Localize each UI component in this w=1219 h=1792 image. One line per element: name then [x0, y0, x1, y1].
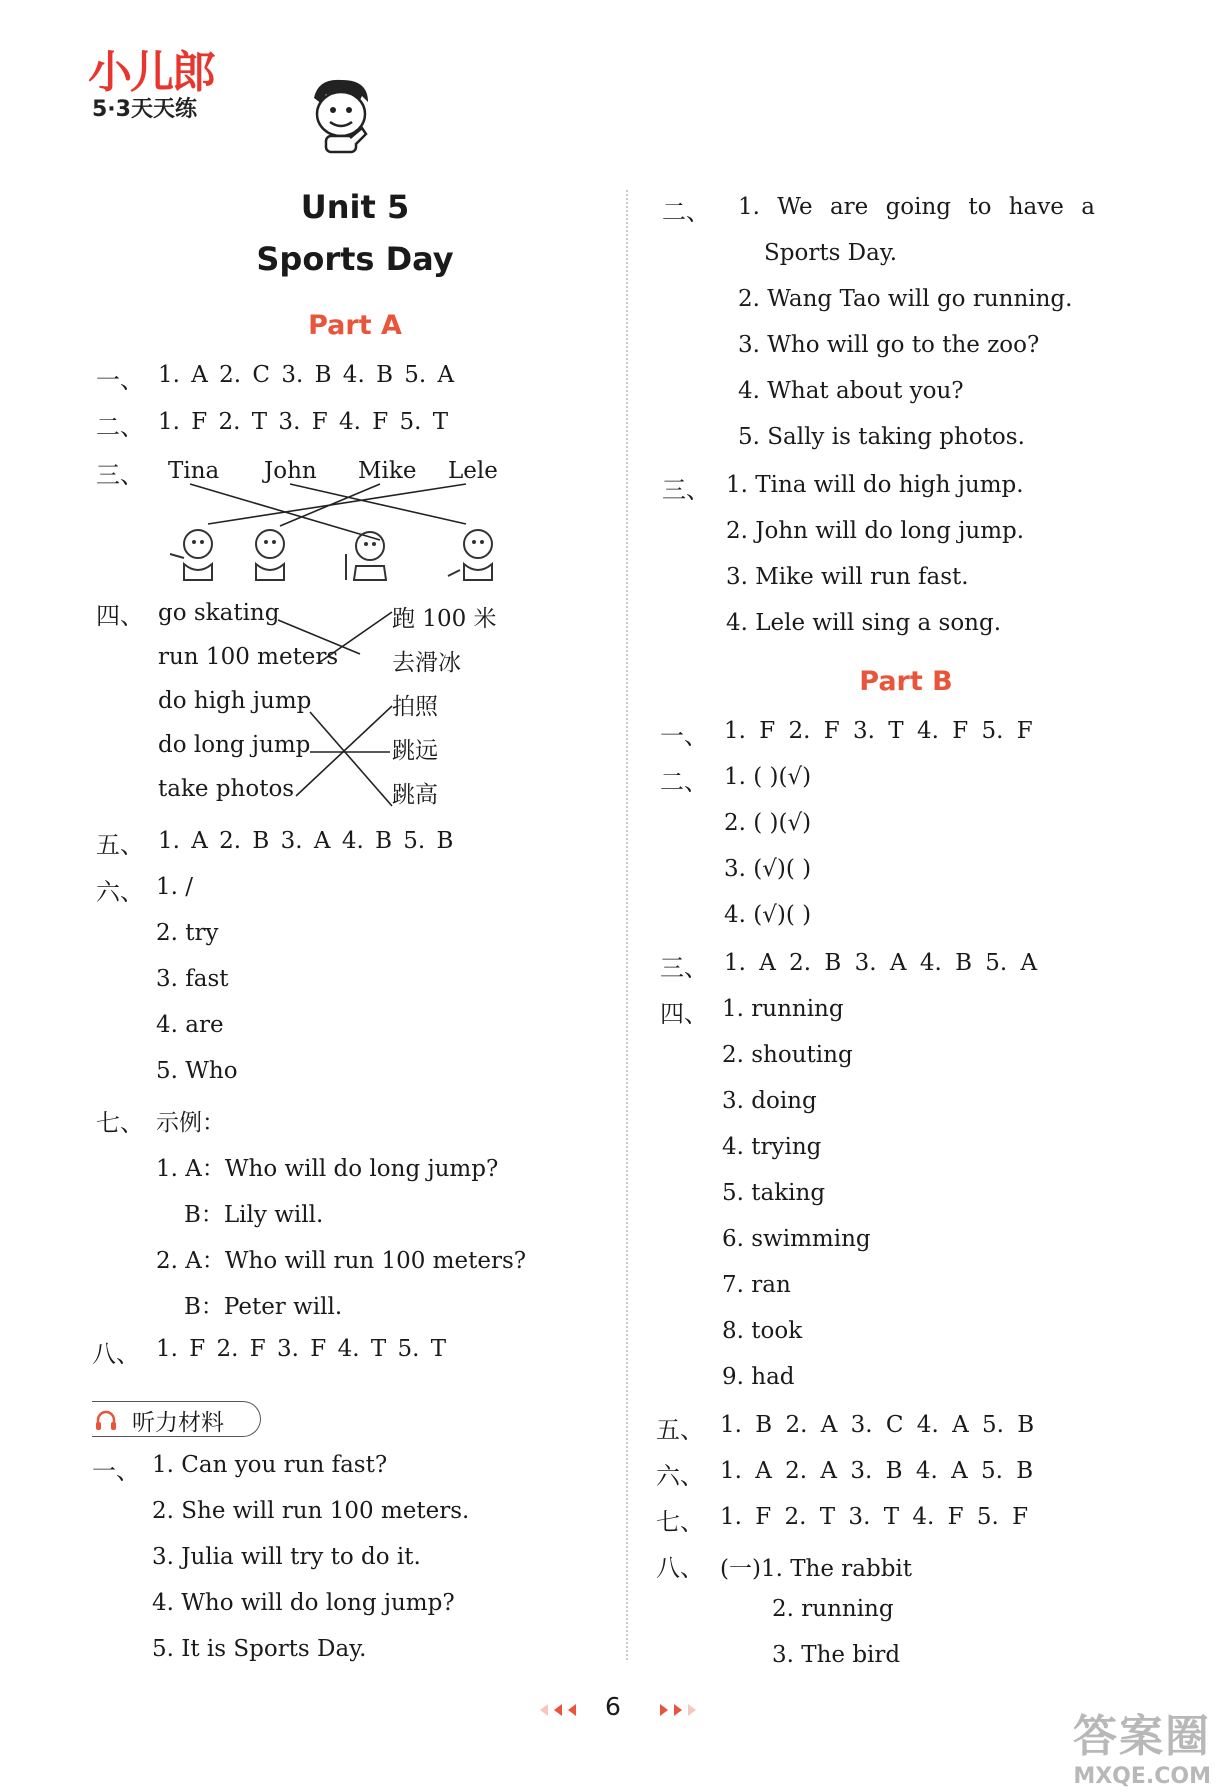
- r-section-2-item-4: 4. What about you?: [738, 378, 964, 404]
- section-7-intro: 示例：: [156, 1110, 225, 1136]
- section-2-number: 二、: [96, 413, 144, 441]
- activity-en-1: go skating: [158, 600, 280, 626]
- r-section-3-number: 三、: [662, 476, 710, 504]
- b-section-7-number: 七、: [656, 1508, 704, 1536]
- column-divider: [626, 190, 628, 1660]
- b-section-8-number: 八、: [656, 1554, 704, 1582]
- name-lele: Lele: [448, 458, 498, 484]
- next-arrows-icon: [656, 1700, 716, 1720]
- page-number: 6: [605, 1692, 621, 1721]
- b-section-4-item-8: 8. took: [722, 1318, 803, 1344]
- listening-item-5: 5. It is Sports Day.: [152, 1636, 367, 1662]
- dialogue-1-a: 1. A：Who will do long jump?: [156, 1156, 499, 1182]
- watermark: [1073, 1700, 1211, 1789]
- section-5-answers: 1. A 2. B 3. A 4. B 5. B: [158, 828, 454, 854]
- b-section-8-item-2: 2. running: [772, 1596, 894, 1622]
- b-section-4-item-7: 7. ran: [722, 1272, 791, 1298]
- section-6-item-1: 1. /: [156, 874, 194, 900]
- section-8-answers: 1. F 2. F 3. F 4. T 5. T: [156, 1336, 447, 1362]
- listening-item-2: 2. She will run 100 meters.: [152, 1498, 470, 1524]
- b-section-4-item-1: 1. running: [722, 996, 844, 1022]
- r-section-3-item-4: 4. Lele will sing a song.: [726, 610, 1002, 636]
- b-section-4-item-3: 3. doing: [722, 1088, 817, 1114]
- children-pictures: [160, 524, 500, 582]
- r-section-3-item-2: 2. John will do long jump.: [726, 518, 1025, 544]
- name-tina: Tina: [168, 458, 220, 484]
- b-section-2-item-4: 4. (√)( ): [724, 902, 812, 928]
- b-section-4-item-6: 6. swimming: [722, 1226, 871, 1252]
- dialogue-2-b: B：Peter will.: [184, 1294, 343, 1320]
- name-john: John: [264, 458, 317, 484]
- unit-subtitle: Sports Day: [256, 240, 454, 278]
- activity-en-2: run 100 meters: [158, 644, 339, 670]
- listening-item-4: 4. Who will do long jump?: [152, 1590, 455, 1616]
- r-section-2-item-1b: Sports Day.: [764, 240, 898, 266]
- activity-cn-5: 跳高: [392, 782, 438, 808]
- listening-label: 听力材料: [132, 1410, 224, 1436]
- activity-en-5: take photos: [158, 776, 295, 802]
- b-section-3-answers: 1. A 2. B 3. A 4. B 5. A: [724, 950, 1038, 976]
- b-section-5-answers: 1. B 2. A 3. C 4. A 5. B: [720, 1412, 1035, 1438]
- activity-cn-1: 跑 100 米: [392, 606, 497, 632]
- section-8-number: 八、: [92, 1340, 140, 1368]
- section-1-number: 一、: [96, 366, 144, 394]
- b-section-6-answers: 1. A 2. A 3. B 4. A 5. B: [720, 1458, 1034, 1484]
- b-section-4-item-9: 9. had: [722, 1364, 795, 1390]
- b-section-6-number: 六、: [656, 1462, 704, 1490]
- b-section-3-number: 三、: [660, 954, 708, 982]
- activity-cn-2: 去滑冰: [392, 650, 461, 676]
- headphones-icon: [94, 1408, 118, 1432]
- b-section-4-number: 四、: [660, 1000, 708, 1028]
- section-6-item-5: 5. Who: [156, 1058, 238, 1084]
- b-section-2-item-1: 1. ( )(√): [724, 764, 812, 790]
- prev-arrows-icon: [520, 1700, 580, 1720]
- activity-en-3: do high jump: [158, 688, 312, 714]
- dialogue-2-a: 2. A：Who will run 100 meters?: [156, 1248, 527, 1274]
- r-section-3-item-3: 3. Mike will run fast.: [726, 564, 969, 590]
- section-6-number: 六、: [96, 878, 144, 906]
- b-section-4-item-5: 5. taking: [722, 1180, 826, 1206]
- activity-cn-3: 拍照: [392, 694, 438, 720]
- part-b-heading: Part B: [859, 666, 953, 697]
- b-section-2-number: 二、: [660, 768, 708, 796]
- listening-tag: [92, 1401, 261, 1437]
- section-1-answers: 1. A 2. C 3. B 4. B 5. A: [158, 362, 455, 388]
- b-section-7-answers: 1. F 2. T 3. T 4. F 5. F: [720, 1504, 1029, 1530]
- name-mike: Mike: [358, 458, 417, 484]
- activity-cn-4: 跳远: [392, 738, 438, 764]
- b-section-1-number: 一、: [660, 722, 708, 750]
- brand-title: 小儿郎: [88, 47, 214, 98]
- listening-item-3: 3. Julia will try to do it.: [152, 1544, 421, 1570]
- b-section-4-item-2: 2. shouting: [722, 1042, 853, 1068]
- r-section-3-item-1: 1. Tina will do high jump.: [726, 472, 1024, 498]
- r-section-2-item-2: 2. Wang Tao will go running.: [738, 286, 1073, 312]
- b-section-8-item-1: (一)1. The rabbit: [720, 1556, 913, 1582]
- watermark-text: 答案圈: [1073, 1711, 1211, 1762]
- section-2-answers: 1. F 2. T 3. F 4. F 5. T: [158, 409, 449, 435]
- section-7-number: 七、: [96, 1109, 144, 1137]
- b-section-1-answers: 1. F 2. F 3. T 4. F 5. F: [724, 718, 1033, 744]
- section-4-number: 四、: [96, 602, 144, 630]
- unit-title: Unit 5: [300, 188, 410, 226]
- activity-en-4: do long jump: [158, 732, 311, 758]
- r-section-2-item-1: 1. We are going to have a: [738, 194, 1095, 220]
- section-6-item-4: 4. are: [156, 1012, 224, 1038]
- listening-section-1-number: 一、: [92, 1457, 140, 1485]
- b-section-4-item-4: 4. trying: [722, 1134, 822, 1160]
- b-section-2-item-2: 2. ( )(√): [724, 810, 812, 836]
- section-3-number: 三、: [96, 461, 144, 489]
- r-section-2-number: 二、: [662, 198, 710, 226]
- b-section-2-item-3: 3. (√)( ): [724, 856, 812, 882]
- b-section-5-number: 五、: [656, 1416, 704, 1444]
- part-a-heading: Part A: [308, 310, 402, 341]
- section-6-item-3: 3. fast: [156, 966, 229, 992]
- r-section-2-item-5: 5. Sally is taking photos.: [738, 424, 1025, 450]
- b-section-8-item-3: 3. The bird: [772, 1642, 901, 1668]
- section-6-item-2: 2. try: [156, 920, 219, 946]
- dialogue-1-b: B：Lily will.: [184, 1202, 324, 1228]
- r-section-2-item-3: 3. Who will go to the zoo?: [738, 332, 1040, 358]
- watermark-url: MXQE.COM: [1073, 1764, 1211, 1789]
- section-5-number: 五、: [96, 831, 144, 859]
- brand-subtitle: 5·3天天练: [92, 97, 197, 122]
- listening-item-1: 1. Can you run fast?: [152, 1452, 388, 1478]
